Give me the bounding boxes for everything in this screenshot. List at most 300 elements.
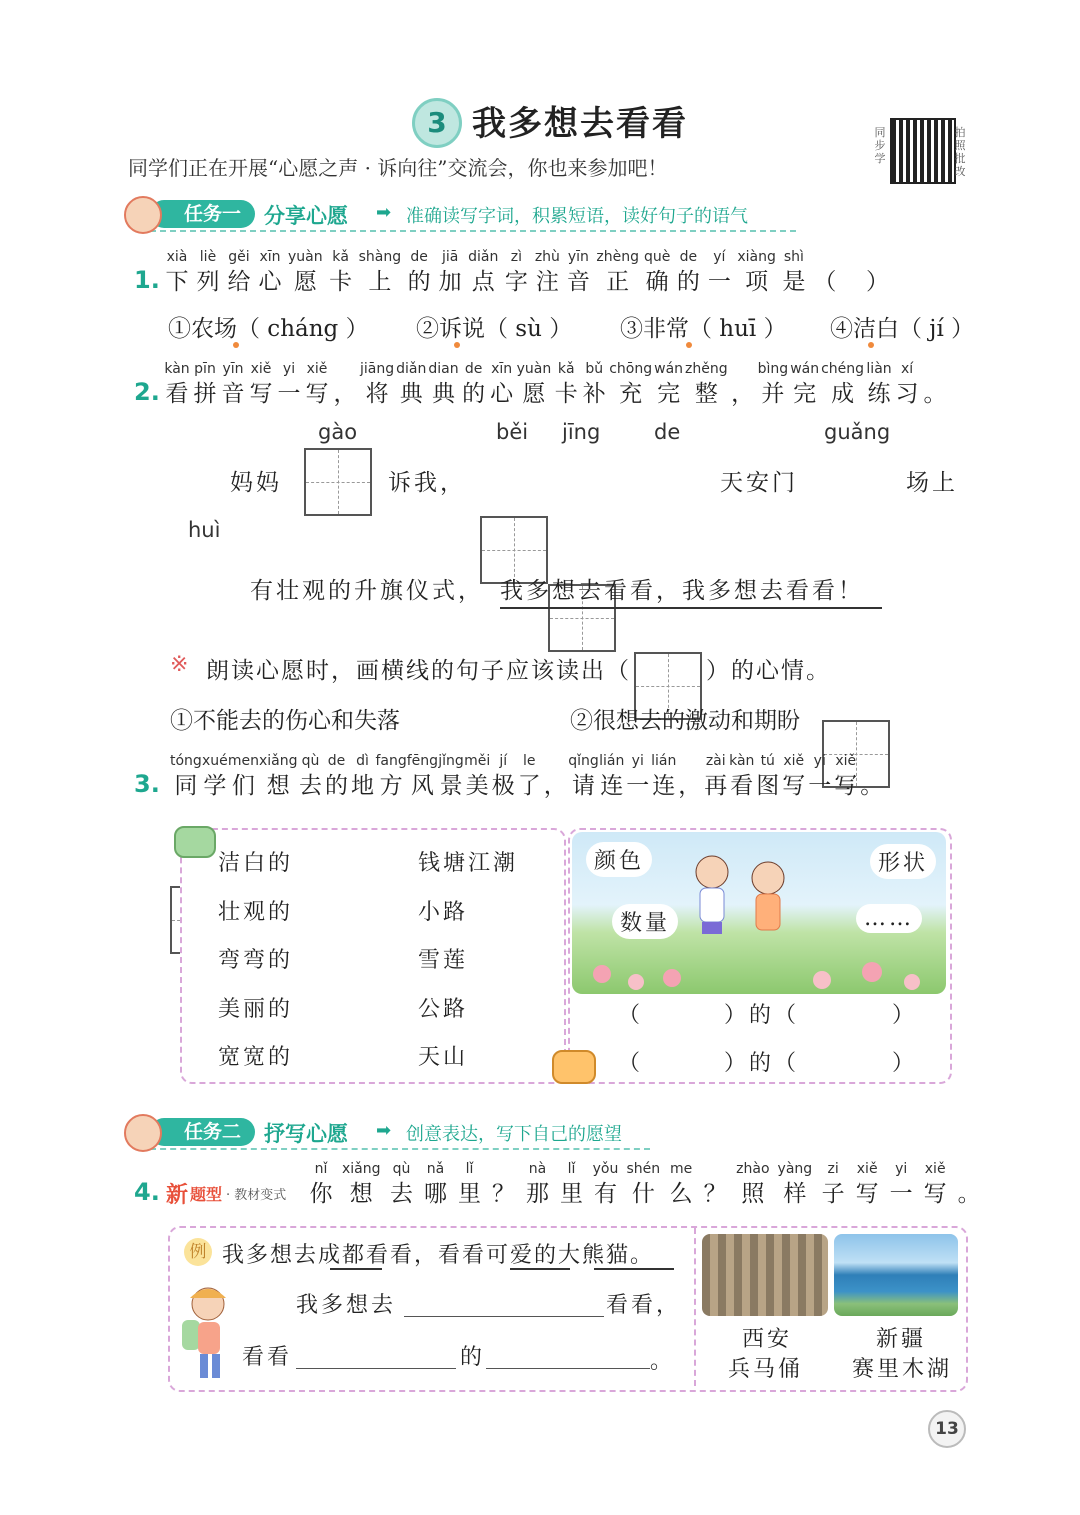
q3-fill-mid-1[interactable]: ）的（ [724, 1003, 800, 1028]
pinyin: yuàn [288, 249, 323, 265]
pinyin-char [599, 752, 625, 802]
pinyin: tóng [170, 753, 202, 769]
q2-option-1[interactable]: ①不能去的伤心和失落 [170, 708, 400, 734]
q4-blank-place[interactable] [404, 1316, 604, 1317]
pinyin: liè [199, 249, 217, 265]
pinyin-char [490, 752, 516, 802]
hanzi: 。 [923, 381, 947, 407]
q3-right-column [418, 846, 518, 1089]
pinyin: xiě [835, 753, 857, 769]
hanzi: 连 [600, 773, 624, 799]
pinyin: qǐng [568, 753, 599, 769]
pinyin: fēng [406, 753, 439, 769]
pinyin-char [389, 1160, 415, 1210]
pinyin: le [522, 753, 536, 769]
pinyin: xiǎng [342, 1161, 381, 1177]
pinyin-char [228, 752, 259, 802]
pinyin: yàng [777, 1161, 813, 1177]
pinyin-char [288, 248, 323, 298]
pinyin: wán [654, 361, 684, 377]
pinyin: nà [528, 1161, 547, 1177]
q3-fill-close-2: ） [892, 1051, 918, 1076]
q1-option-2[interactable]: ②诉说（ sù ） [416, 316, 573, 342]
hanzi: 的 [324, 773, 348, 799]
pinyin-char [781, 752, 807, 802]
pinyin-char [820, 1160, 846, 1210]
hanzi: 写 [855, 1181, 879, 1207]
pinyin-char [677, 752, 703, 802]
pinyin: chōng [609, 361, 653, 377]
hanzi: 图 [756, 773, 780, 799]
place-1-line1: 西安 [742, 1327, 793, 1352]
match-right-item[interactable]: 公路 [418, 996, 469, 1022]
pinyin-bei: běi [496, 420, 529, 444]
pinyin-char [778, 1160, 813, 1210]
tag-quantity-label: 数量 [620, 911, 671, 936]
task2-badge: 任务二 [150, 1118, 255, 1146]
q1-number: 1. [134, 266, 160, 294]
intro-text: 同学们正在开展“心愿之声 · 诉向往”交流会，你也来参加吧！ [128, 156, 668, 180]
pinyin-char [894, 360, 920, 410]
pinyin: qù [301, 753, 320, 769]
hanzi: 点 [471, 269, 495, 295]
emphasis-dot [686, 342, 692, 348]
pinyin-char [781, 248, 807, 298]
hanzi: 去 [390, 1181, 414, 1207]
match-right-item[interactable]: 天山 [418, 1045, 469, 1070]
q1-option-3[interactable]: ③非常（ huī ） [620, 316, 787, 342]
hanzi: 是 [782, 269, 806, 295]
pinyin: xiě [250, 361, 272, 377]
pinyin: yīn [222, 361, 244, 377]
hanzi: 哪 [424, 1181, 448, 1207]
pinyin: tú [760, 753, 775, 769]
q1-close-paren: ） [866, 269, 889, 295]
hanzi: 确 [645, 269, 669, 295]
pinyin-char [758, 360, 789, 410]
car-icon [174, 826, 216, 858]
pinyin-char [195, 248, 221, 298]
pinyin-char [736, 1160, 769, 1210]
hanzi: 请 [571, 773, 595, 799]
pinyin: chéng [821, 361, 865, 377]
pinyin: yí [713, 249, 726, 265]
hanzi: 去 [298, 773, 322, 799]
hanzi: 想 [266, 773, 290, 799]
q2-number: 2. [134, 378, 160, 406]
pinyin-char [248, 360, 274, 410]
q2-text-su: 诉我， [388, 470, 466, 496]
pinyin-char [461, 360, 487, 410]
hanzi: 一 [808, 773, 832, 799]
q3-fill-mid-2[interactable]: ）的（ [724, 1051, 800, 1076]
pinyin: dian [428, 361, 459, 377]
hanzi: 有 [594, 1181, 618, 1207]
hanzi: 正 [606, 269, 630, 295]
hanzi: 再 [704, 773, 728, 799]
qr-left-label: 同步学 [874, 126, 886, 165]
q4-blank-adjective[interactable] [296, 1368, 456, 1369]
hanzi: 加 [438, 269, 462, 295]
hanzi: 下 [165, 269, 189, 295]
hanzi: 愿 [522, 381, 546, 407]
girl-drawing [174, 1280, 238, 1384]
pinyin-char [202, 752, 228, 802]
pinyin-char [491, 1160, 517, 1210]
pinyin-char [304, 360, 330, 410]
pinyin-char [888, 1160, 914, 1210]
pinyin-char [644, 248, 670, 298]
hanzi: 写 [249, 381, 273, 407]
q4-blank-thing[interactable] [486, 1368, 650, 1369]
hanzi: 们 [231, 773, 255, 799]
hanzi: 习 [895, 381, 919, 407]
hanzi: 写 [782, 773, 806, 799]
mascot-icon [124, 1114, 162, 1152]
pinyin: què [643, 249, 671, 265]
hanzi: 一 [277, 381, 301, 407]
pinyin: zi [827, 1161, 839, 1177]
q2-text-chang: 场上 [906, 470, 958, 496]
pinyin: lián [651, 753, 677, 769]
hanzi: 想 [349, 1181, 373, 1207]
pinyin-char [922, 1160, 948, 1210]
hanzi: 方 [379, 773, 403, 799]
pinyin: zhèng [596, 249, 639, 265]
hanzi: 成 [831, 381, 855, 407]
pinyin-char [489, 360, 515, 410]
match-left-item[interactable]: 弯弯的 [218, 948, 294, 973]
emphasis-dot [454, 342, 460, 348]
pinyin: nǐ [314, 1161, 328, 1177]
q4-example: 我多想去成都看看，看看可爱的大熊猫。 [222, 1243, 655, 1268]
pinyin-char [812, 248, 838, 298]
pinyin-char [428, 360, 458, 410]
hanzi: 地 [350, 773, 374, 799]
pinyin: yi [813, 753, 826, 769]
hanzi: ？ [703, 1181, 727, 1207]
pinyin-char [457, 1160, 483, 1210]
pinyin-char [360, 360, 394, 410]
pinyin-char [627, 1160, 661, 1210]
hanzi: 补 [582, 381, 606, 407]
pinyin: xiě [924, 1161, 946, 1177]
hanzi: 什 [631, 1181, 655, 1207]
page-title: 我多想去看看 [472, 104, 688, 144]
qr-code-icon[interactable] [890, 118, 956, 184]
pinyin-char [226, 248, 252, 298]
pinyin: yi [282, 361, 296, 377]
pinyin-char [259, 752, 298, 802]
pinyin-char [396, 360, 426, 410]
pinyin-char [807, 752, 833, 802]
hanzi: 整 [694, 381, 718, 407]
pinyin: yi [895, 1161, 908, 1177]
tag-color-label: 颜色 [594, 849, 645, 874]
pinyin-char [308, 1160, 334, 1210]
lesson-number: 3 [412, 98, 462, 148]
tag-quantity [612, 904, 678, 939]
match-right-item[interactable]: 雪莲 [418, 948, 469, 973]
match-left-item[interactable]: 宽宽的 [218, 1045, 294, 1070]
match-left-item[interactable]: 壮观的 [218, 899, 294, 925]
pinyin: bìng [757, 361, 789, 377]
hanzi: 写 [305, 381, 329, 407]
pinyin: zài [705, 753, 726, 769]
hanzi: 风 [410, 773, 434, 799]
example-underline [510, 1268, 570, 1270]
q3-fill-close-1: ） [892, 1003, 918, 1028]
pinyin: dì [356, 753, 369, 769]
pinyin-char [596, 248, 639, 298]
q4-fill2-de: 的 [460, 1345, 486, 1370]
pinyin: bǔ [585, 361, 604, 377]
q2-sub-question: 朗读心愿时，画横线的句子应该读出（ ）的心情。 [206, 658, 831, 684]
hanzi: 完 [657, 381, 681, 407]
pinyin: shén [626, 1161, 661, 1177]
pinyin-char [323, 752, 349, 802]
hanzi: 给 [227, 269, 251, 295]
hanzi: 注 [535, 269, 559, 295]
pinyin-char [609, 360, 652, 410]
pinyin-char [406, 248, 432, 298]
pinyin-char [192, 360, 218, 410]
hanzi: 里 [458, 1181, 482, 1207]
hanzi: 。 [860, 773, 884, 799]
page-number: 13 [928, 1410, 966, 1448]
pinyin-char [542, 752, 568, 802]
task1-badge: 任务一 [150, 200, 255, 228]
hanzi: 的 [407, 269, 431, 295]
hanzi: 将 [365, 381, 389, 407]
q2-text-line2a: 有壮观的升旗仪式， [250, 578, 484, 604]
hanzi: 子 [821, 1181, 845, 1207]
pinyin-char [956, 1160, 982, 1210]
task2-divider [150, 1148, 650, 1150]
pinyin: jí [499, 753, 508, 769]
q4-panel-divider [694, 1228, 696, 1386]
task1-desc: 准确读写字词，积累短语，读好句子的语气 [406, 206, 748, 227]
pinyin-char [503, 248, 529, 298]
q4-fill2-prefix: 看看 [242, 1345, 293, 1370]
hanzi: 美 [465, 773, 489, 799]
pinyin: gěi [228, 249, 250, 265]
pinyin: xiàng [737, 249, 776, 265]
match-right-item[interactable]: 钱塘江潮 [418, 851, 519, 876]
pinyin: de [327, 753, 346, 769]
pinyin: shì [783, 249, 804, 265]
pinyin-de: de [654, 420, 681, 444]
pinyin-char [730, 360, 756, 410]
pinyin-jing: jīng [562, 420, 601, 444]
pinyin-char [407, 752, 438, 802]
pinyin-char [625, 752, 651, 802]
task2-desc: 创意表达，写下自己的愿望 [406, 1124, 622, 1145]
hanzi: 么 [669, 1181, 693, 1207]
pinyin: zhù [534, 249, 560, 265]
hanzi: 那 [526, 1181, 550, 1207]
hanzi: 你 [309, 1181, 333, 1207]
mascot-icon [124, 196, 162, 234]
task1-divider [150, 230, 796, 232]
hanzi: 典 [399, 381, 423, 407]
q2-option-2[interactable]: ②很想去的激动和期盼 [570, 708, 800, 734]
pinyin: xué [201, 753, 228, 769]
hanzi: 的 [676, 269, 700, 295]
pinyin-char [922, 360, 948, 410]
q2-text-tiananmen: 天安门 [720, 470, 798, 496]
hanzi: ， [333, 381, 357, 407]
hanzi: 列 [196, 269, 220, 295]
hanzi: 写 [923, 1181, 947, 1207]
hanzi: 上 [368, 269, 392, 295]
pinyin-hui: huì [188, 518, 221, 542]
pinyin-char [685, 360, 728, 410]
pinyin: kàn [729, 753, 755, 769]
pinyin-char [332, 360, 358, 410]
pinyin-char [833, 752, 859, 802]
hanzi: 卡 [554, 381, 578, 407]
pinyin: de [464, 361, 483, 377]
hanzi: 照 [741, 1181, 765, 1207]
new-type-badge-word: 题型 [190, 1185, 223, 1204]
pinyin-char [516, 752, 542, 802]
pinyin-char [423, 1160, 449, 1210]
pinyin: kǎ [557, 361, 575, 377]
pinyin: lǐ [465, 1161, 474, 1177]
pinyin: yuàn [516, 361, 552, 377]
hanzi: ， [731, 381, 755, 407]
pinyin: zhěng [685, 361, 728, 377]
match-left-item[interactable]: 洁白的 [218, 851, 294, 876]
place-2-line2: 赛里木湖 [852, 1357, 953, 1382]
q1-stem [164, 248, 843, 298]
task1-name: 分享心愿 [264, 204, 348, 228]
pinyin: xiě [306, 361, 328, 377]
q3-stem [170, 752, 885, 802]
pinyin: měi [464, 753, 491, 769]
hanzi: 看 [165, 381, 189, 407]
pinyin: yīn [567, 249, 589, 265]
pinyin-char [703, 752, 729, 802]
q4-fill1-suffix: 看看， [606, 1293, 682, 1318]
hanzi: 卡 [329, 269, 353, 295]
tag-shape-label: 形状 [878, 851, 929, 876]
pinyin-char [164, 360, 190, 410]
place-2-line1: 新疆 [876, 1327, 927, 1352]
girl-traveler-illustration [174, 1280, 238, 1384]
pinyin-char [375, 752, 406, 802]
hanzi: 完 [793, 381, 817, 407]
hanzi: 心 [490, 381, 514, 407]
pinyin: zì [510, 249, 522, 265]
pinyin: xīn [259, 249, 281, 265]
pinyin: lǐ [567, 1161, 576, 1177]
emphasis-dot [868, 342, 874, 348]
pinyin: men [227, 753, 259, 769]
hanzi: 充 [619, 381, 643, 407]
q1-option-1[interactable]: ①农场（ cháng ） [168, 316, 369, 342]
hanzi: 看 [730, 773, 754, 799]
qr-right-label: 拍照批改 [954, 126, 966, 178]
pinyin-char [654, 360, 683, 410]
pinyin: qù [392, 1161, 411, 1177]
hanzi: （ [813, 269, 837, 295]
pinyin-char [559, 1160, 585, 1210]
example-underline [594, 1268, 674, 1270]
hanzi: 字 [504, 269, 528, 295]
pinyin-guang: guǎng [824, 420, 891, 444]
pinyin-char [297, 752, 323, 802]
q3-fill-open-2: （ [618, 1051, 644, 1076]
pinyin-char [859, 752, 885, 802]
pinyin-char [220, 360, 246, 410]
textbook-variant-label: · 教材变式 [226, 1188, 287, 1203]
hanzi: 典 [431, 381, 455, 407]
q2-text-mama: 妈妈 [230, 470, 282, 496]
hanzi: 景 [439, 773, 463, 799]
pinyin-char [593, 1160, 619, 1210]
pinyin: jiāng [360, 361, 395, 377]
car-icon [552, 1050, 596, 1084]
match-right-item[interactable]: 小路 [418, 899, 469, 925]
pinyin-char [675, 248, 701, 298]
q4-fill2-end: 。 [650, 1349, 676, 1374]
pinyin-char [164, 248, 190, 298]
pinyin-char [866, 360, 892, 410]
tag-etc-label: …… [864, 906, 914, 931]
pinyin-char [359, 248, 402, 298]
hanzi: ？ [492, 1181, 516, 1207]
pinyin-char [517, 360, 552, 410]
q4-stem [308, 1160, 990, 1210]
hanzi: 写 [834, 773, 858, 799]
terracotta-warriors-photo [702, 1234, 828, 1316]
hanzi: 极 [491, 773, 515, 799]
pinyin: xí [900, 361, 914, 377]
q1-option-4[interactable]: ④洁白（ jí ） [830, 316, 975, 342]
tian-box-gao[interactable] [304, 448, 372, 516]
pinyin: xiǎng [258, 753, 298, 769]
pinyin-char [349, 752, 375, 802]
hanzi: ， [678, 773, 702, 799]
hanzi: 音 [221, 381, 245, 407]
pinyin: xià [166, 249, 188, 265]
pinyin-char [854, 1160, 880, 1210]
pinyin-char [581, 360, 607, 410]
pinyin-char [821, 360, 864, 410]
match-left-item[interactable]: 美丽的 [218, 996, 294, 1022]
pinyin-gao: gào [318, 420, 358, 444]
pinyin: nǎ [426, 1161, 445, 1177]
hanzi: 音 [566, 269, 590, 295]
pinyin: kǎ [332, 249, 349, 265]
pinyin: xiě [856, 1161, 878, 1177]
pinyin-char [755, 752, 781, 802]
pinyin-char [565, 248, 591, 298]
hanzi: 一 [626, 773, 650, 799]
hanzi: 里 [560, 1181, 584, 1207]
new-type-badge: 新 [166, 1183, 189, 1208]
pinyin: yǒu [592, 1161, 619, 1177]
pinyin: xiě [783, 753, 805, 769]
hanzi: 样 [783, 1181, 807, 1207]
pinyin: fang [375, 753, 407, 769]
pinyin: jǐng [438, 753, 464, 769]
reference-mark: ※ [170, 652, 189, 677]
pinyin-char [534, 248, 560, 298]
q4-fill1-prefix: 我多想去 [296, 1293, 397, 1318]
